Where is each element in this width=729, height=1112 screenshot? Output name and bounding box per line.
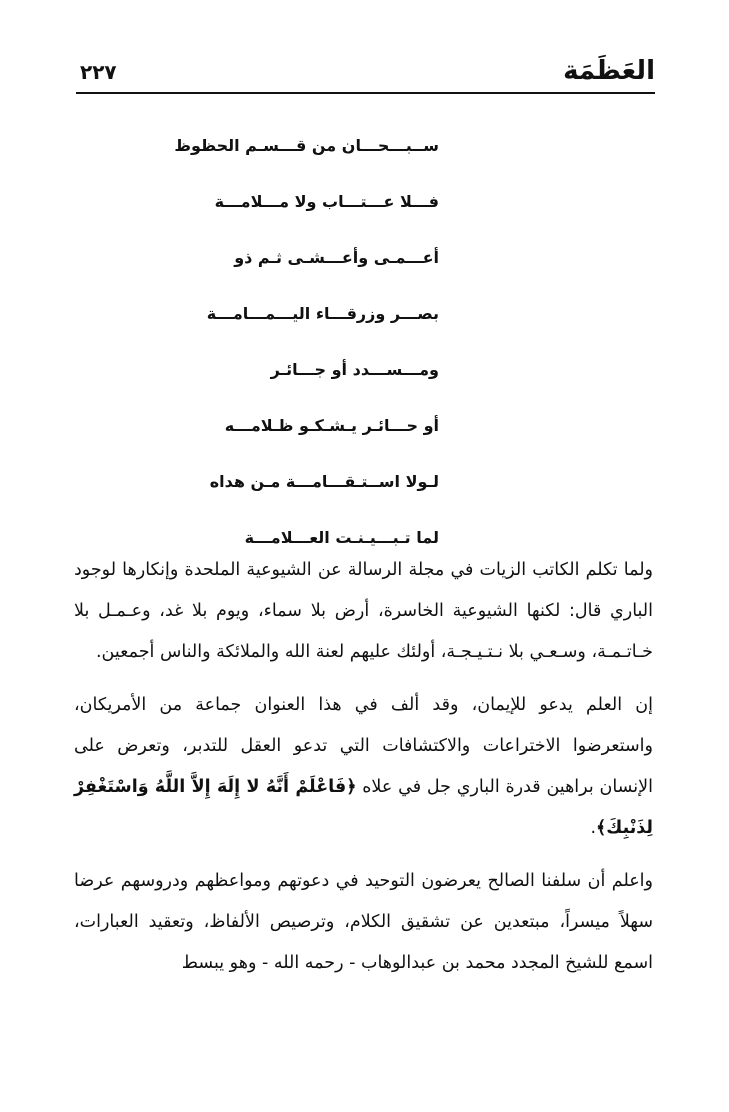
paragraph-2-text: إن العلم يدعو للإيمان، وقد ألف في هذا العنوان جماعة من الأمريكان، واستعرضوا الاختراعات والاكتشافات التي تدعو العقل للتدبر، وتعرض على الإنسان براهين قدرة الباري جل في علاه: [74, 695, 654, 797]
header-rule: [76, 92, 655, 94]
poem-verse-8: لما تـبـــيـنـت العـــلامـــة: [244, 528, 439, 547]
running-title: العَظَمَة: [563, 56, 655, 86]
poem-verse-1: ســبـــحـــان من قـــسـم الحظوظ: [174, 136, 439, 155]
paragraph-3: [74, 861, 653, 984]
paragraph-2-tail: .: [590, 818, 597, 838]
poem-verse-4: بصـــر وزرقـــاء اليـــمـــامـــة: [206, 304, 439, 323]
paragraph-1-text: ولما تكلم الكاتب الزيات في مجلة الرسالة عن الشيوعية الملحدة وإنكارها لوجود الباري قال: لكنها الشيوعية الخاسرة، أرض بلا سماء، ويوم بلا غد، وعـمـل بلا خـاتـمـة، وسـعـي بلا نـتـيـجـة، أولئك عليهم لعنة الله والملائكة والناس أجمعين.: [74, 560, 653, 662]
poem-verse-6: أو حـــائـر يـشـكـو ظـلامـــه: [224, 416, 439, 435]
quran-verse: ﴿فَاعْلَمْ أَنَّهُ لا إِلَهَ إِلاَّ اللَّهُ وَاسْتَغْفِرْ لِذَنْبِكَ﴾: [74, 777, 653, 838]
paragraph-3-text: واعلم أن سلفنا الصالح يعرضون التوحيد في دعوتهم ومواعظهم ودروسهم عرضا سهلاً ميسراً، مبتعدين عن تشقيق الكلام، وترصيص الألفاظ، وتعقيد العبارات، اسمع للشيخ المجدد محمد بن عبدالوهاب - رحمه الله - وهو يبسط: [74, 871, 653, 973]
poem-verse-3: أعـــمـى وأعـــشـى ثـم ذو: [234, 248, 439, 267]
poem-verse-7: لـولا اســتـقـــامـــة مـن هداه: [209, 472, 439, 491]
poem-verse-5: ومـــســـدد أو جـــائـر: [270, 360, 439, 379]
page-header: [76, 52, 655, 96]
paragraph-2: [74, 685, 653, 849]
paragraph-1: [74, 550, 653, 673]
page-number: ٢٢٧: [80, 60, 117, 84]
body-text: [74, 550, 653, 984]
poem-verse-2: فـــلا عـــتـــاب ولا مـــلامـــة: [214, 192, 439, 211]
